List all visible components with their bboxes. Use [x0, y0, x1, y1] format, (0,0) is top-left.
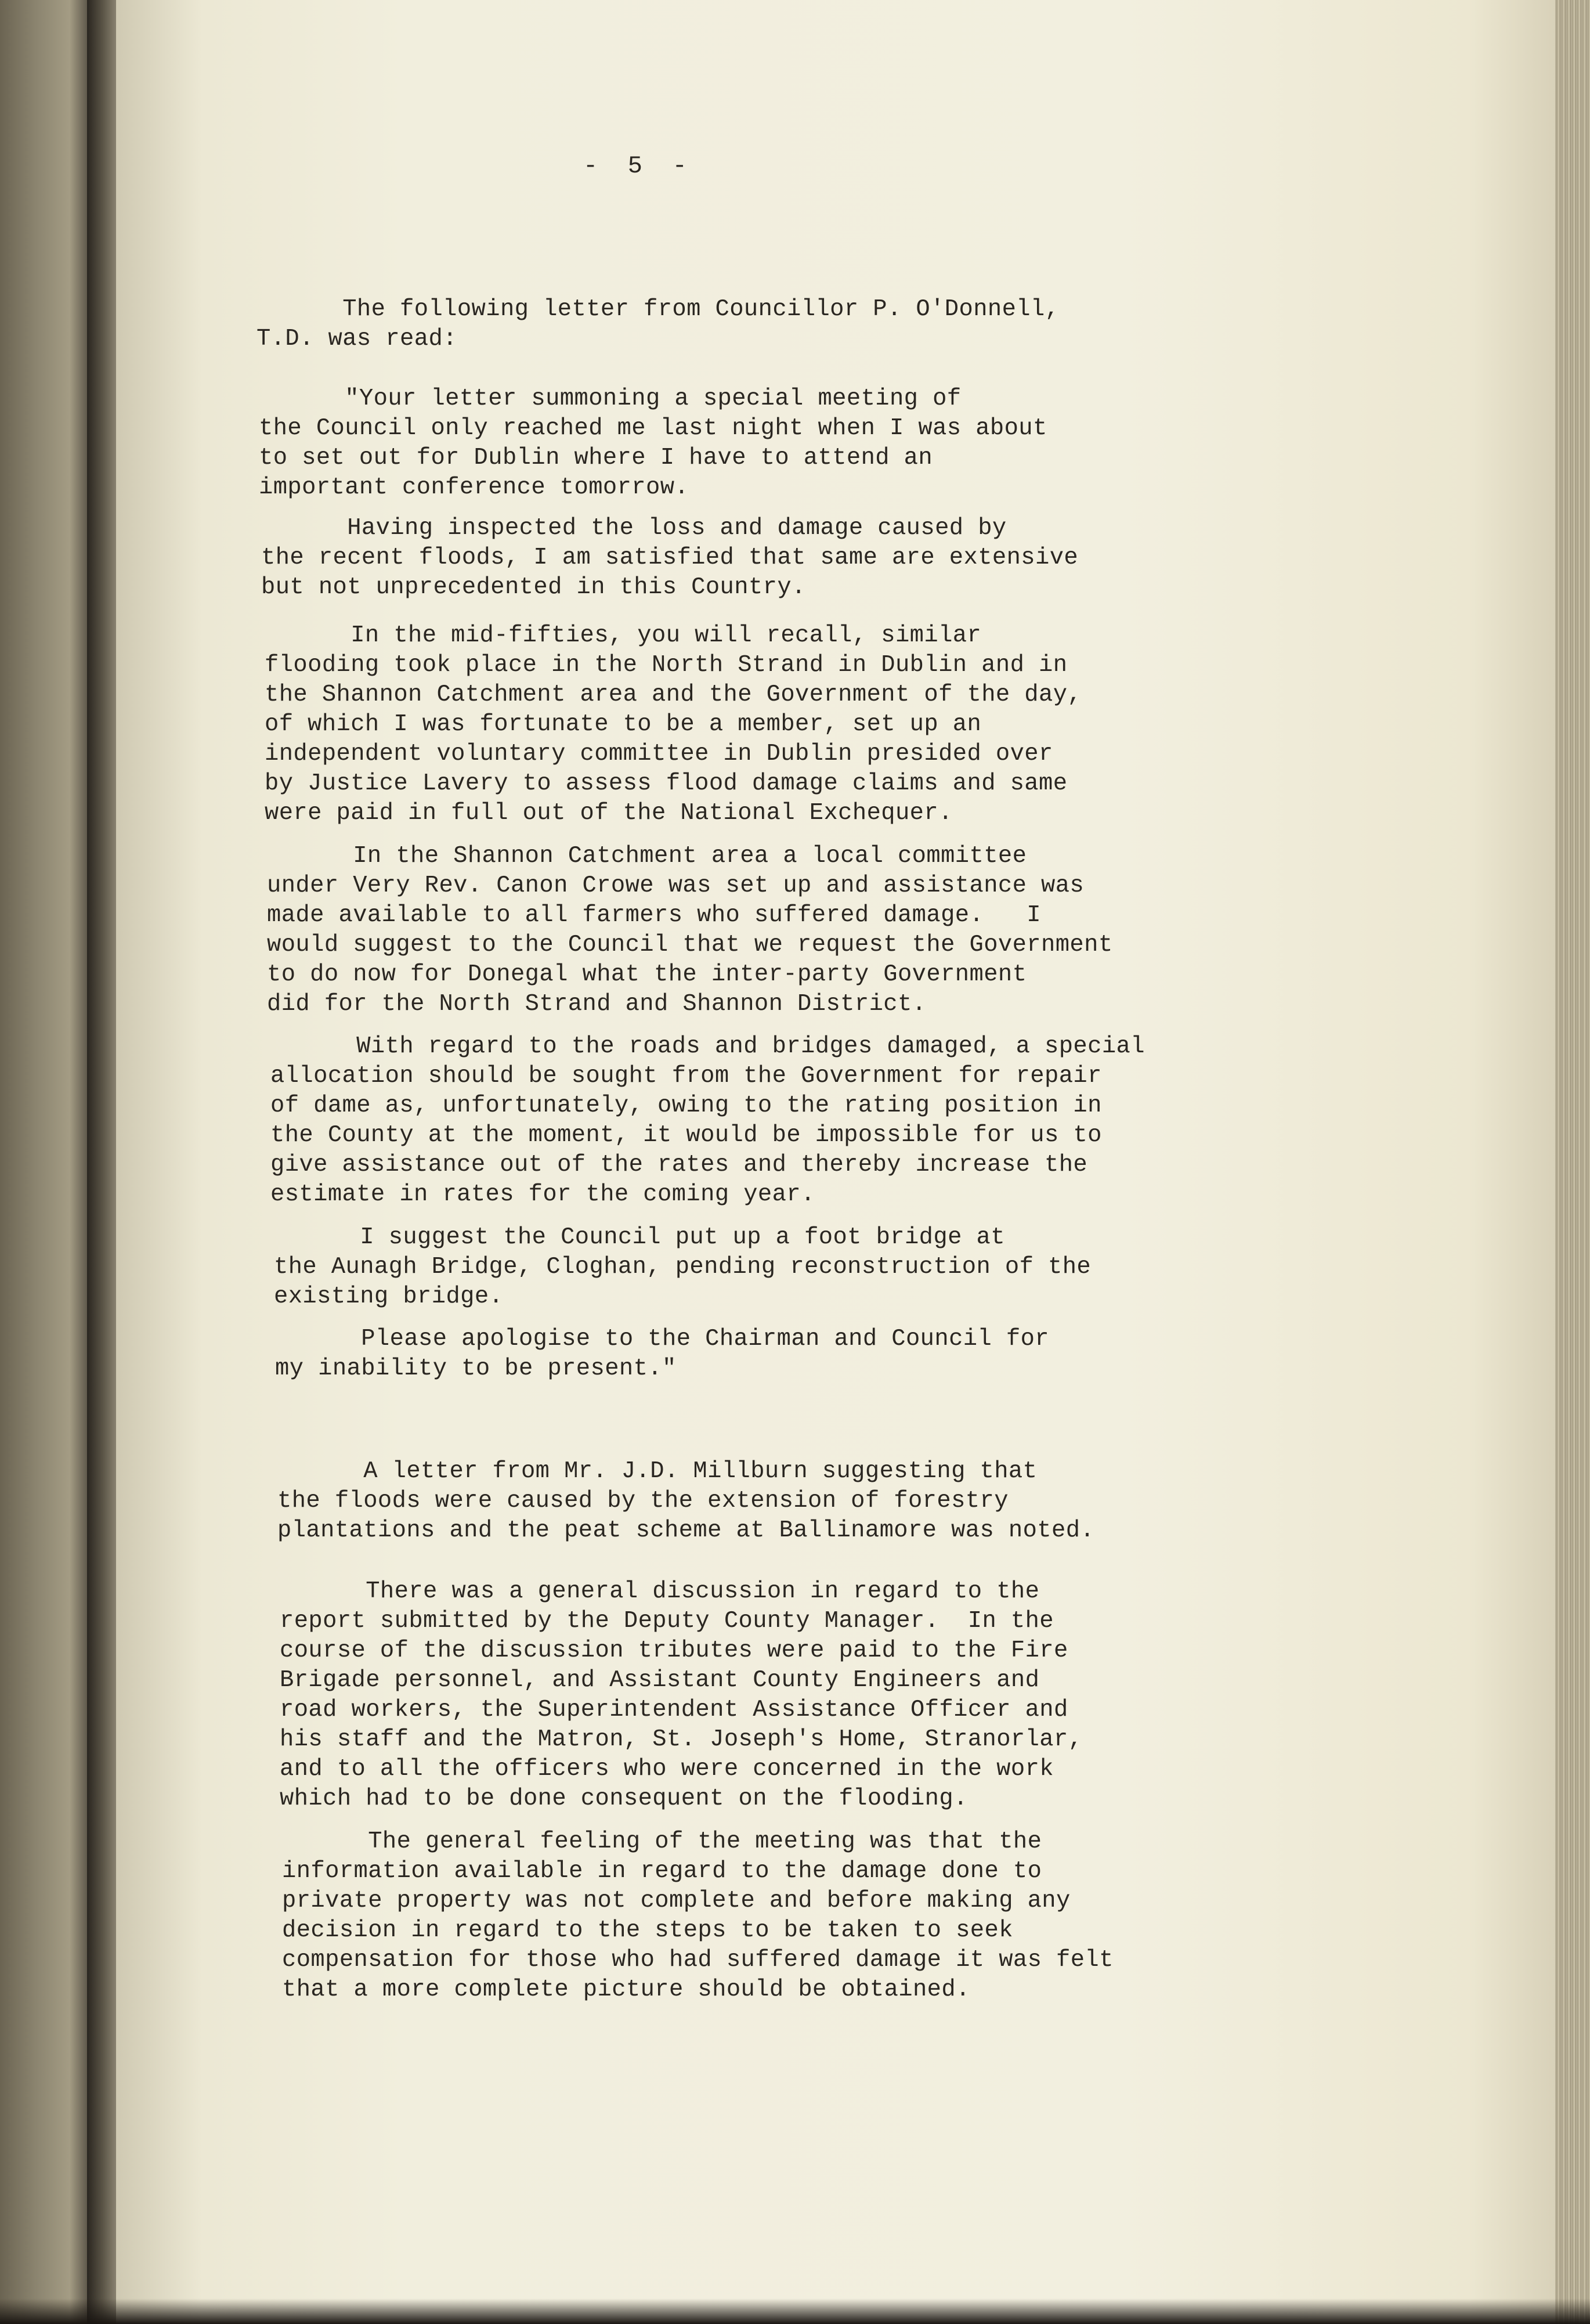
text-line: Brigade personnel, and Assistant County Engineers and: [280, 1667, 1040, 1694]
paragraph-letter-2: [261, 514, 1078, 602]
text-line: With regard to the roads and bridges damaged, a special: [270, 1033, 1145, 1060]
text-line: estimate in rates for the coming year.: [270, 1181, 815, 1208]
text-line: compensation for those who had suffered damage it was felt: [282, 1947, 1114, 1973]
text-line: the Council only reached me last night when I was about: [259, 415, 1047, 442]
text-line: In the Shannon Catchment area a local committee: [267, 843, 1027, 869]
text-line: give assistance out of the rates and thereby increase the: [270, 1152, 1088, 1178]
text-line: Having inspected the loss and damage caused by: [261, 515, 1007, 542]
text-line: the Aunagh Bridge, Cloghan, pending reconstruction of the: [274, 1254, 1092, 1280]
text-line: were paid in full out of the National Exchequer.: [265, 800, 953, 827]
text-line: the recent floods, I am satisfied that same are extensive: [261, 544, 1079, 571]
text-line: did for the North Strand and Shannon District.: [267, 991, 927, 1017]
text-line: made available to all farmers who suffered damage. I: [267, 902, 1042, 929]
text-line: which had to be done consequent on the flooding.: [280, 1785, 968, 1812]
text-line: The following letter from Councillor P. O'Donnell,: [256, 296, 1060, 323]
text-line: T.D. was read:: [256, 326, 457, 352]
paragraph-discussion: [280, 1577, 1082, 1814]
paragraph-letter-1: [259, 384, 1047, 503]
text-line: to set out for Dublin where I have to attend an: [259, 445, 933, 471]
page-number: - 5 -: [583, 152, 688, 180]
text-line: A letter from Mr. J.D. Millburn suggesting that: [277, 1458, 1038, 1485]
paragraph-letter-3: [265, 621, 1082, 828]
text-line: course of the discussion tributes were paid to the Fire: [280, 1637, 1068, 1664]
paragraph-intro: [256, 295, 1059, 354]
text-line: by Justice Lavery to assess flood damage claims and same: [265, 770, 1068, 797]
text-line: flooding took place in the North Strand in Dublin and in: [265, 652, 1068, 679]
text-line: independent voluntary committee in Dublin presided over: [265, 741, 1053, 767]
paragraph-general-feeling: [282, 1827, 1114, 2005]
text-line: In the mid-fifties, you will recall, similar: [265, 622, 982, 649]
paragraph-letter-7: [275, 1325, 1049, 1384]
text-line: decision in regard to the steps to be taken to seek: [282, 1917, 1013, 1944]
text-line: report submitted by the Deputy County Manager. In the: [280, 1608, 1054, 1634]
text-line: existing bridge.: [274, 1283, 504, 1310]
text-line: and to all the officers who were concerned in the work: [280, 1756, 1054, 1782]
paragraph-letter-5: [270, 1032, 1145, 1210]
text-line: Please apologise to the Chairman and Council for: [275, 1326, 1050, 1352]
text-line: but not unprecedented in this Country.: [261, 574, 806, 601]
text-line: There was a general discussion in regard to the: [280, 1578, 1040, 1605]
paragraph-letter-4: [267, 842, 1113, 1019]
paragraph-millburn-letter: [277, 1457, 1094, 1546]
text-line: the Shannon Catchment area and the Government of the day,: [265, 681, 1082, 708]
text-line: I suggest the Council put up a foot bridge at: [274, 1224, 1005, 1251]
text-line: would suggest to the Council that we request the Government: [267, 932, 1113, 958]
text-line: allocation should be sought from the Government for repair: [270, 1063, 1102, 1089]
text-line: his staff and the Matron, St. Joseph's Home, Stranorlar,: [280, 1726, 1083, 1753]
paragraph-letter-6: [274, 1223, 1091, 1312]
text-line: The general feeling of the meeting was that the: [282, 1828, 1042, 1855]
text-line: road workers, the Superintendent Assistance Officer and: [280, 1697, 1068, 1723]
text-line: plantations and the peat scheme at Ballinamore was noted.: [277, 1517, 1095, 1544]
text-line: information available in regard to the damage done to: [282, 1858, 1042, 1885]
text-line: the floods were caused by the extension of forestry: [277, 1488, 1009, 1514]
text-line: my inability to be present.": [275, 1355, 677, 1382]
text-line: of which I was fortunate to be a member, set up an: [265, 711, 982, 738]
text-line: under Very Rev. Canon Crowe was set up and assistance was: [267, 872, 1085, 899]
text-line: "Your letter summoning a special meeting of: [259, 385, 962, 412]
text-line: the County at the moment, it would be impossible for us to: [270, 1122, 1102, 1149]
text-line: that a more complete picture should be obtained.: [282, 1976, 970, 2003]
text-line: important conference tomorrow.: [259, 474, 689, 501]
text-line: of dame as, unfortunately, owing to the rating position in: [270, 1092, 1102, 1119]
text-line: private property was not complete and before making any: [282, 1888, 1071, 1914]
text-line: to do now for Donegal what the inter-party Government: [267, 961, 1027, 988]
